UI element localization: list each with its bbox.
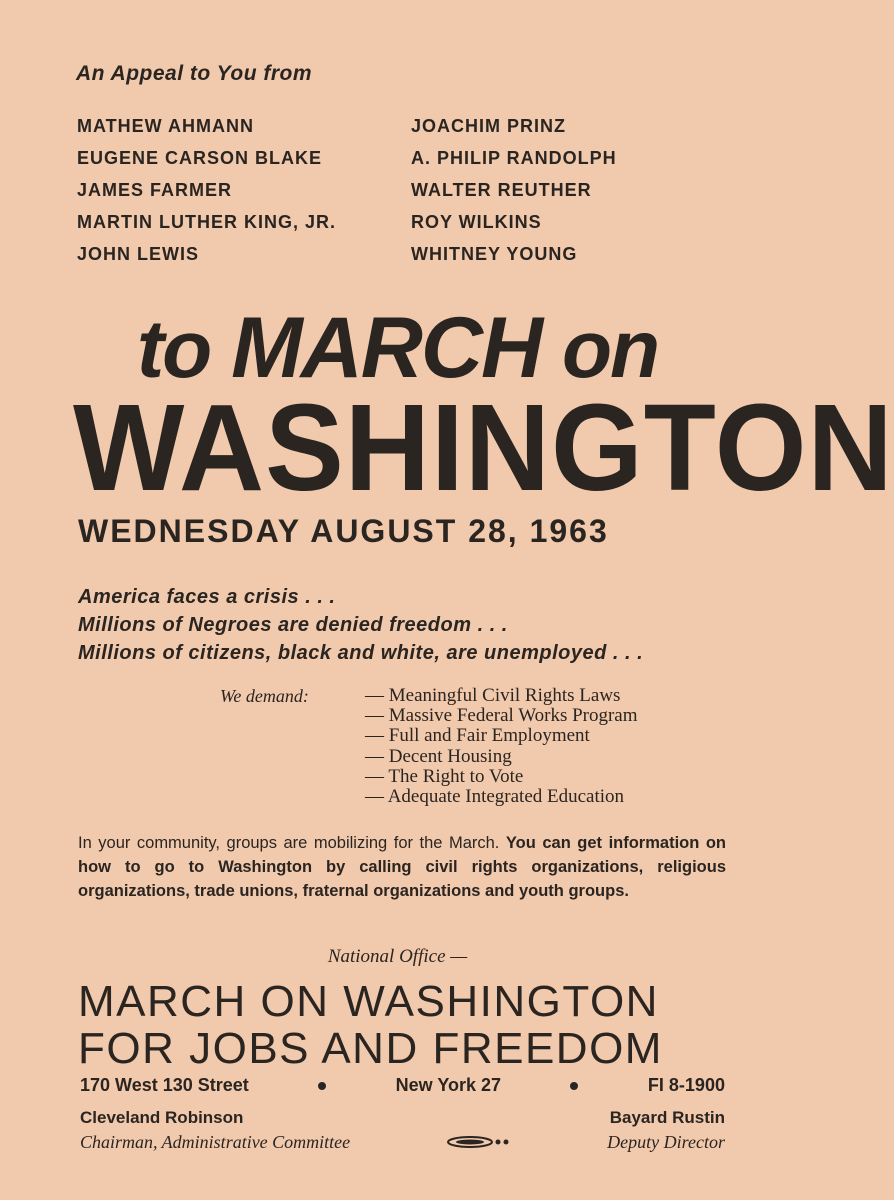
- crisis-statement: [78, 583, 643, 667]
- leader-name: WHITNEY YOUNG: [411, 244, 578, 264]
- crisis-line: Millions of citizens, black and white, are unemployed . . .: [78, 642, 644, 664]
- leader-name: JOACHIM PRINZ: [411, 116, 567, 136]
- leaders-left-column: [77, 110, 336, 270]
- leaders-right-column: [411, 110, 617, 270]
- leader-name: JOHN LEWIS: [77, 244, 200, 264]
- union-bug-icon: [444, 1134, 514, 1150]
- demand-item: — Decent Housing: [365, 745, 512, 767]
- address-line: [80, 1075, 725, 1096]
- leader-name: MATHEW AHMANN: [77, 116, 254, 136]
- deputy-director-name: Bayard Rustin: [609, 1108, 725, 1127]
- chairman-name: Cleveland Robinson: [80, 1108, 244, 1127]
- community-text-bold: You can get information on how to go to Washington by calling civil rights organizations, religious organizations, trade unions, fraternal organizations and youth groups.: [78, 834, 726, 900]
- headline-to: to: [136, 304, 211, 395]
- demand-item: — Meaningful Civil Rights Laws: [365, 685, 621, 706]
- bullet-dot-icon: [318, 1082, 326, 1090]
- deputy-director-title: Deputy Director: [607, 1132, 725, 1152]
- march-date: WEDNESDAY AUGUST 28, 1963: [78, 513, 609, 549]
- address-street: 170 West 130 Street: [80, 1075, 249, 1095]
- national-office-label: National Office —: [327, 946, 468, 967]
- leader-name: EUGENE CARSON BLAKE: [77, 148, 323, 168]
- demand-item: — Full and Fair Employment: [365, 725, 590, 747]
- demand-item: — Adequate Integrated Education: [365, 785, 625, 807]
- demand-label: We demand:: [220, 686, 309, 706]
- organization-name: [78, 978, 728, 1072]
- leader-name: A. PHILIP RANDOLPH: [411, 148, 617, 168]
- organization-line: MARCH ON WASHINGTON: [78, 977, 659, 1026]
- appeal-heading: An Appeal to You from: [76, 62, 313, 85]
- address-city: New York 27: [395, 1075, 502, 1095]
- crisis-line: America faces a crisis . . .: [78, 586, 336, 608]
- leader-name: MARTIN LUTHER KING, JR.: [77, 212, 336, 232]
- chairman-title: Chairman, Administrative Committee: [80, 1132, 351, 1152]
- demand-item: — The Right to Vote: [365, 765, 524, 787]
- headline-on: on: [561, 304, 659, 395]
- headline-march: MARCH: [231, 300, 542, 396]
- community-paragraph: [78, 831, 726, 903]
- headline-washington: WASHINGTON: [73, 378, 894, 518]
- demands-list: [365, 686, 638, 807]
- demand-item: — Massive Federal Works Program: [365, 705, 638, 727]
- leader-name: WALTER REUTHER: [411, 180, 592, 200]
- leader-name: JAMES FARMER: [77, 180, 233, 200]
- leader-name: ROY WILKINS: [411, 212, 542, 232]
- crisis-line: Millions of Negroes are denied freedom . . .: [78, 614, 508, 636]
- officers-block: [80, 1106, 725, 1154]
- community-text-plain: In your community, groups are mobilizing for the March.: [78, 834, 500, 852]
- organization-line: FOR JOBS AND FREEDOM: [78, 1024, 663, 1073]
- bullet-dot-icon: [570, 1082, 578, 1090]
- address-phone: FI 8-1900: [647, 1075, 725, 1095]
